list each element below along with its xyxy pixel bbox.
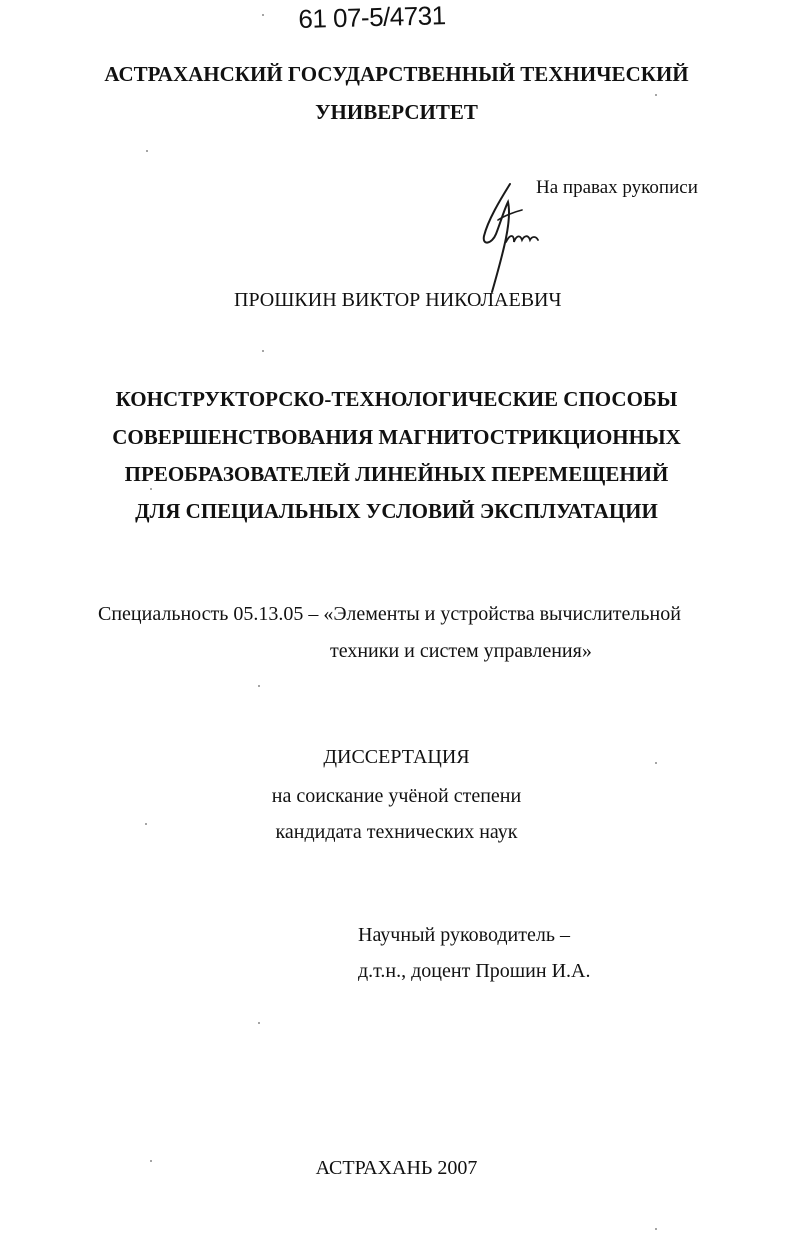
- city-year-footer: АСТРАХАНЬ 2007: [315, 1157, 478, 1179]
- university-name-line-1: АСТРАХАНСКИЙ ГОСУДАРСТВЕННЫЙ ТЕХНИЧЕСКИЙ: [104, 62, 689, 86]
- document-type-label: ДИССЕРТАЦИЯ: [323, 746, 470, 768]
- scan-speck: [655, 94, 657, 96]
- scan-speck: [655, 762, 657, 764]
- scan-speck: [145, 823, 147, 825]
- title-line-1: КОНСТРУКТОРСКО-ТЕХНОЛОГИЧЕСКИЕ СПОСОБЫ: [115, 387, 678, 411]
- supervisor-label: Научный руководитель –: [358, 924, 570, 946]
- degree-name-line: кандидата технических наук: [275, 821, 518, 843]
- university-name-line-2: УНИВЕРСИТЕТ: [315, 100, 478, 124]
- scan-speck: [150, 488, 152, 490]
- author-name: ПРОШКИН ВИКТОР НИКОЛАЕВИЧ: [234, 289, 562, 311]
- title-line-3: ПРЕОБРАЗОВАТЕЛЕЙ ЛИНЕЙНЫХ ПЕРЕМЕЩЕНИЙ: [124, 462, 669, 486]
- scan-speck: [258, 685, 260, 687]
- handwritten-signature: [470, 180, 550, 300]
- manuscript-rights-note: На правах рукописи: [536, 177, 698, 198]
- title-line-2: СОВЕРШЕНСТВОВАНИЯ МАГНИТОСТРИКЦИОННЫХ: [112, 425, 681, 449]
- scan-speck: [262, 14, 264, 16]
- scan-speck: [262, 350, 264, 352]
- scan-speck: [258, 1022, 260, 1024]
- supervisor-name: д.т.н., доцент Прошин И.А.: [358, 960, 591, 982]
- title-line-4: ДЛЯ СПЕЦИАЛЬНЫХ УСЛОВИЙ ЭКСПЛУАТАЦИИ: [135, 499, 658, 523]
- specialty-line-2: техники и систем управления»: [330, 640, 592, 662]
- scan-speck: [146, 150, 148, 152]
- scan-speck: [150, 1160, 152, 1162]
- archive-stamp-number: 61 07-5/4731: [298, 0, 446, 34]
- scan-speck: [655, 1228, 657, 1230]
- specialty-line-1: Специальность 05.13.05 – «Элементы и устройства вычислительной: [98, 603, 681, 625]
- degree-purpose-line: на соискание учёной степени: [271, 785, 522, 807]
